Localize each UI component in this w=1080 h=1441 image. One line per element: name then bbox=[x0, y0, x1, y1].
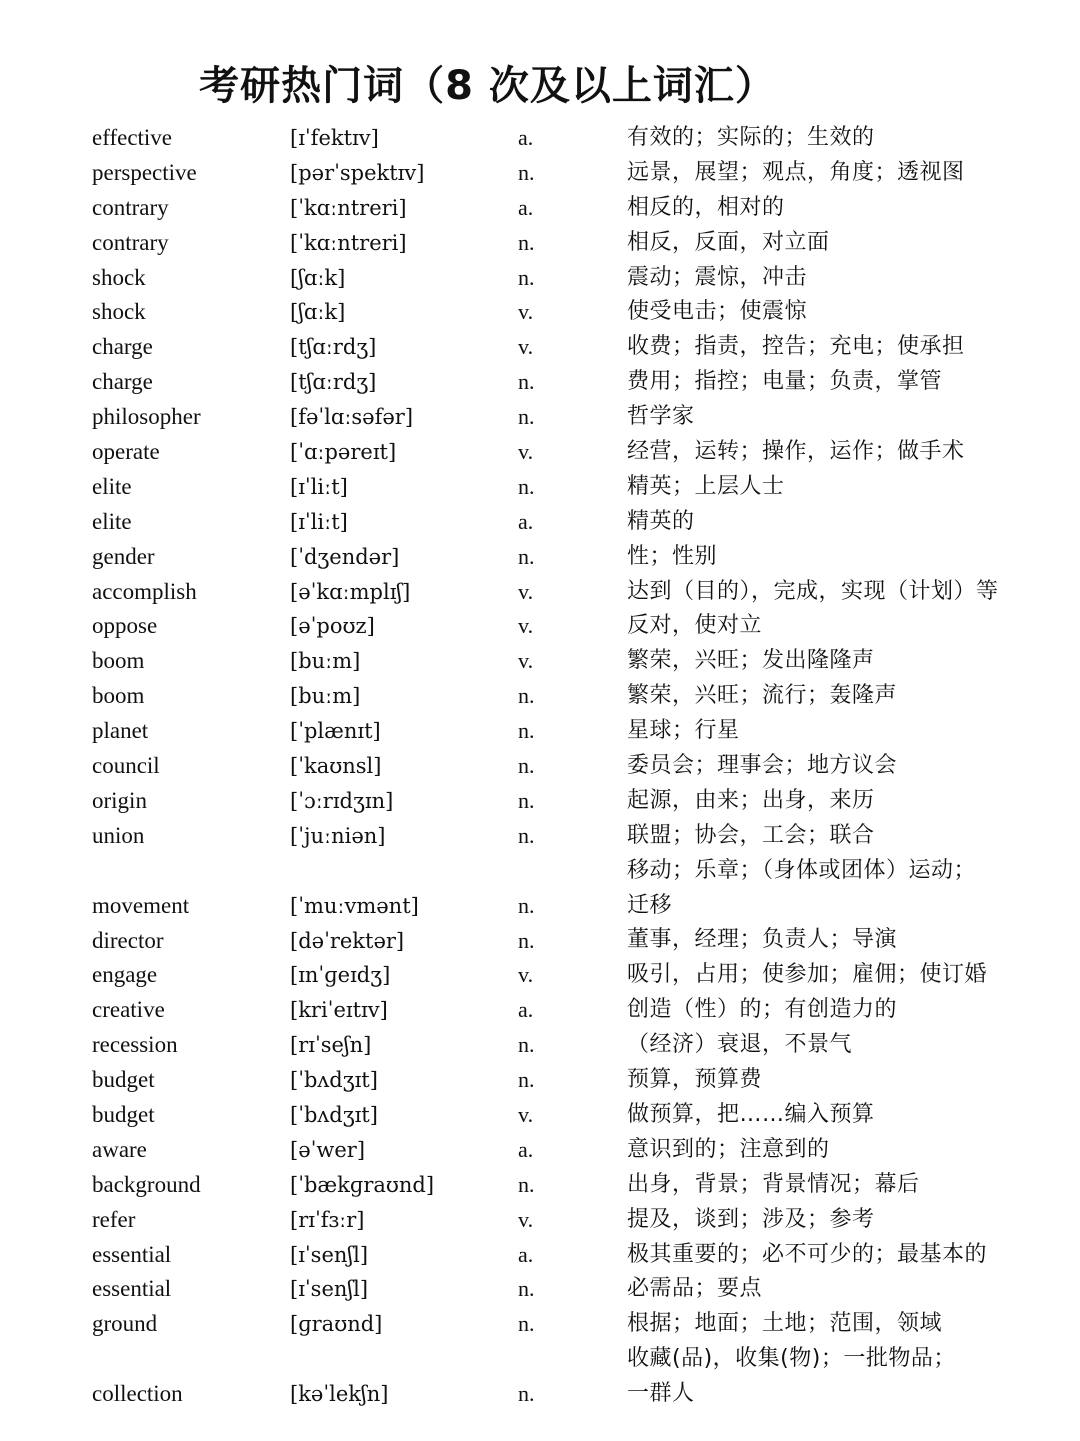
vocab-phonetic: [tʃɑːrdʒ] bbox=[290, 370, 377, 395]
vocab-part-of-speech: n. bbox=[518, 404, 535, 430]
vocab-meaning bbox=[627, 784, 1067, 819]
vocab-meaning bbox=[627, 540, 1067, 575]
vocab-phonetic: [ˈjuːniən] bbox=[290, 823, 386, 848]
vocab-meaning-line: 远景，展望；观点，角度；透视图 bbox=[627, 159, 965, 185]
vocab-word: boom bbox=[92, 648, 145, 674]
vocab-phonetic: [ɪˈliːt] bbox=[290, 509, 348, 534]
vocab-row bbox=[0, 679, 1080, 714]
vocab-meaning-line: 相反，反面，对立面 bbox=[627, 229, 830, 255]
vocab-phonetic: [əˈwer] bbox=[290, 1137, 366, 1162]
vocab-meaning bbox=[627, 575, 1067, 610]
vocab-meaning bbox=[627, 714, 1067, 749]
vocab-meaning-line: 费用；指控；电量；负责，掌管 bbox=[627, 369, 943, 395]
vocab-meaning-line: 意识到的；注意到的 bbox=[627, 1136, 830, 1162]
vocab-word: elite bbox=[92, 473, 132, 499]
vocab-row bbox=[0, 609, 1080, 644]
vocab-row bbox=[0, 644, 1080, 679]
vocab-meaning bbox=[627, 854, 1067, 924]
vocab-meaning-line: 达到（目的），完成，实现（计划）等 bbox=[627, 578, 999, 604]
vocab-phonetic: [ˈplænɪt] bbox=[290, 719, 381, 744]
vocab-word: effective bbox=[92, 125, 173, 150]
vocab-meaning-line: 联盟；协会，工会；联合 bbox=[627, 822, 875, 848]
vocab-word: engage bbox=[92, 962, 158, 988]
vocab-part-of-speech: v. bbox=[518, 439, 534, 465]
vocab-phonetic: [tʃɑːrdʒ] bbox=[290, 335, 377, 360]
vocab-part-of-speech: n. bbox=[518, 1311, 535, 1337]
vocab-phonetic: [rɪˈseʃn] bbox=[290, 1033, 372, 1058]
vocab-word: accomplish bbox=[92, 578, 197, 604]
vocab-row bbox=[0, 1028, 1080, 1063]
vocab-phonetic: [dəˈrektər] bbox=[290, 928, 405, 953]
vocab-meaning bbox=[627, 993, 1067, 1028]
vocab-part-of-speech: n. bbox=[518, 718, 535, 744]
vocab-phonetic: [ˈdʒendər] bbox=[290, 544, 400, 569]
vocab-meaning bbox=[627, 609, 1067, 644]
vocab-word: essential bbox=[92, 1276, 172, 1302]
vocab-phonetic: [ɪˈsenʃl] bbox=[290, 1242, 369, 1267]
vocab-row bbox=[0, 1168, 1080, 1203]
vocab-meaning-line: 迁移 bbox=[627, 892, 673, 918]
vocab-word: contrary bbox=[92, 229, 169, 255]
vocab-word: creative bbox=[92, 997, 165, 1023]
vocab-word: shock bbox=[92, 299, 146, 325]
vocab-row bbox=[0, 1063, 1080, 1098]
vocab-word: boom bbox=[92, 683, 145, 709]
vocab-part-of-speech: n. bbox=[518, 264, 535, 290]
vocab-meaning-line: 繁荣，兴旺；流行；轰隆声 bbox=[627, 683, 898, 709]
vocab-meaning-line: 使受电击；使震惊 bbox=[627, 299, 808, 325]
vocab-phonetic: [ˈkɑːntreri] bbox=[290, 195, 407, 220]
page-title: 考研热门词（8 次及以上词汇） bbox=[199, 63, 776, 109]
vocab-meaning bbox=[627, 1063, 1067, 1098]
vocab-meaning-line: 反对，使对立 bbox=[627, 613, 763, 639]
vocab-word: director bbox=[92, 927, 164, 953]
vocab-row bbox=[0, 1238, 1080, 1273]
vocab-meaning-line: 经营，运转；操作，运作；做手术 bbox=[627, 439, 965, 464]
vocab-meaning-line: 根据；地面；土地；范围，领域 bbox=[627, 1311, 943, 1337]
vocab-phonetic: [ʃɑːk] bbox=[290, 300, 346, 325]
vocab-row bbox=[0, 121, 1080, 156]
vocab-word: philosopher bbox=[92, 404, 201, 430]
vocab-meaning-line: 有效的；实际的；生效的 bbox=[627, 124, 875, 150]
vocab-word: recession bbox=[92, 1032, 178, 1058]
vocab-phonetic: [rɪˈfɜːr] bbox=[290, 1207, 365, 1232]
vocab-part-of-speech: a. bbox=[518, 508, 534, 534]
vocab-row bbox=[0, 854, 1080, 924]
vocab-word: aware bbox=[92, 1136, 147, 1162]
vocab-word: planet bbox=[92, 718, 149, 744]
vocab-meaning bbox=[627, 1307, 1067, 1342]
vocab-word: council bbox=[92, 753, 160, 779]
vocab-meaning-line: 委员会；理事会；地方议会 bbox=[627, 753, 898, 779]
vocab-meaning bbox=[627, 191, 1067, 226]
vocab-meaning-line: 精英的 bbox=[627, 508, 695, 534]
vocab-meaning bbox=[627, 958, 1067, 993]
vocab-row bbox=[0, 365, 1080, 400]
vocab-part-of-speech: v. bbox=[518, 334, 534, 360]
vocab-word: collection bbox=[92, 1381, 183, 1407]
vocab-phonetic: [ˈkaʊnsl] bbox=[290, 754, 382, 779]
vocab-meaning-line: 收藏(品)，收集(物)；一批物品； bbox=[627, 1346, 956, 1372]
vocab-word: essential bbox=[92, 1241, 172, 1267]
vocab-row bbox=[0, 156, 1080, 191]
vocab-phonetic: [ɪˈliːt] bbox=[290, 474, 348, 499]
vocab-meaning bbox=[627, 400, 1067, 435]
vocab-word: budget bbox=[92, 1101, 155, 1127]
vocab-part-of-speech: a. bbox=[518, 1136, 534, 1162]
vocab-part-of-speech: n. bbox=[518, 753, 535, 779]
vocab-meaning-line: 预算，预算费 bbox=[627, 1067, 763, 1093]
vocab-meaning-line: 相反的，相对的 bbox=[627, 194, 785, 220]
vocab-word: background bbox=[92, 1171, 201, 1197]
vocab-meaning bbox=[627, 261, 1067, 296]
vocab-row bbox=[0, 400, 1080, 435]
vocab-row bbox=[0, 540, 1080, 575]
vocab-meaning-line: 吸引，占用；使参加；雇佣；使订婚 bbox=[627, 962, 988, 988]
vocab-part-of-speech: n. bbox=[518, 787, 535, 813]
vocab-meaning-line: 哲学家 bbox=[627, 404, 695, 430]
vocab-phonetic: [fəˈlɑːsəfər] bbox=[290, 405, 414, 430]
vocab-part-of-speech: v. bbox=[518, 962, 534, 988]
vocab-row bbox=[0, 191, 1080, 226]
vocab-meaning-line: 做预算，把……编入预算 bbox=[627, 1101, 875, 1127]
vocab-meaning-line: 提及，谈到；涉及；参考 bbox=[627, 1206, 875, 1232]
vocab-word: contrary bbox=[92, 194, 169, 220]
vocab-row bbox=[0, 993, 1080, 1028]
vocab-meaning bbox=[627, 365, 1067, 400]
vocab-part-of-speech: n. bbox=[518, 892, 535, 918]
vocab-part-of-speech: n. bbox=[518, 822, 535, 848]
vocab-phonetic: [ˈbʌdʒɪt] bbox=[290, 1068, 378, 1093]
vocab-part-of-speech: n. bbox=[518, 369, 535, 395]
vocab-row bbox=[0, 1098, 1080, 1133]
vocab-meaning bbox=[627, 1238, 1067, 1273]
vocab-part-of-speech: n. bbox=[518, 473, 535, 499]
vocab-meaning-line: 移动；乐章；（身体或团体）运动； bbox=[627, 857, 977, 883]
vocab-row bbox=[0, 1342, 1080, 1412]
vocab-meaning bbox=[627, 749, 1067, 784]
vocab-meaning-line: 精英；上层人士 bbox=[627, 473, 785, 499]
vocab-phonetic: [əˈpoʊz] bbox=[290, 614, 375, 639]
vocab-part-of-speech: n. bbox=[518, 683, 535, 709]
vocab-meaning-line: 收费；指责，控告；充电；使承担 bbox=[627, 334, 965, 360]
vocab-row bbox=[0, 1203, 1080, 1238]
vocab-part-of-speech: a. bbox=[518, 194, 534, 220]
vocab-word: refer bbox=[92, 1206, 136, 1232]
vocab-meaning bbox=[627, 330, 1067, 365]
vocab-part-of-speech: a. bbox=[518, 1241, 534, 1267]
vocab-row bbox=[0, 1272, 1080, 1307]
vocab-part-of-speech: v. bbox=[518, 299, 534, 325]
vocab-row bbox=[0, 784, 1080, 819]
vocab-word: oppose bbox=[92, 613, 158, 639]
vocab-part-of-speech: v. bbox=[518, 578, 534, 604]
vocab-meaning-line: 出身，背景；背景情况；幕后 bbox=[627, 1171, 920, 1197]
vocab-word: origin bbox=[92, 787, 147, 813]
vocab-phonetic: [ˈɑːpəreɪt] bbox=[290, 440, 397, 465]
vocab-meaning bbox=[627, 505, 1067, 540]
vocab-row bbox=[0, 226, 1080, 261]
vocab-meaning-line: 性；性别 bbox=[627, 543, 718, 569]
vocab-part-of-speech: n. bbox=[518, 543, 535, 569]
vocab-row bbox=[0, 435, 1080, 470]
vocab-meaning-line: 起源，由来；出身，来历 bbox=[627, 787, 875, 813]
vocab-word: charge bbox=[92, 334, 153, 360]
vocab-row bbox=[0, 1133, 1080, 1168]
vocab-part-of-speech: a. bbox=[518, 125, 534, 150]
vocab-meaning bbox=[627, 819, 1067, 854]
vocab-word: union bbox=[92, 822, 145, 848]
vocab-meaning-line: 必需品；要点 bbox=[627, 1276, 763, 1302]
vocab-part-of-speech: v. bbox=[518, 648, 534, 674]
vocab-row bbox=[0, 819, 1080, 854]
vocab-meaning bbox=[627, 295, 1067, 330]
vocab-part-of-speech: v. bbox=[518, 613, 534, 639]
vocab-row bbox=[0, 470, 1080, 505]
vocab-meaning bbox=[627, 1168, 1067, 1203]
vocab-word: elite bbox=[92, 508, 132, 534]
vocab-phonetic: [ˈkɑːntreri] bbox=[290, 230, 407, 255]
vocab-meaning-line: （经济）衰退，不景气 bbox=[627, 1032, 853, 1058]
vocab-meaning bbox=[627, 121, 1067, 156]
vocab-meaning bbox=[627, 1203, 1067, 1238]
vocab-meaning bbox=[627, 470, 1067, 505]
vocab-row bbox=[0, 924, 1080, 959]
vocab-word: operate bbox=[92, 439, 160, 465]
vocab-row bbox=[0, 505, 1080, 540]
vocab-list bbox=[0, 121, 1080, 1412]
vocab-meaning bbox=[627, 1098, 1067, 1133]
vocab-phonetic: [kriˈeɪtɪv] bbox=[290, 998, 388, 1023]
vocab-meaning bbox=[627, 644, 1067, 679]
vocab-row bbox=[0, 1307, 1080, 1342]
vocab-row bbox=[0, 749, 1080, 784]
vocab-phonetic: [ɪˈsenʃl] bbox=[290, 1277, 369, 1302]
vocab-phonetic: [ʃɑːk] bbox=[290, 265, 346, 290]
vocab-meaning bbox=[627, 1133, 1067, 1168]
vocab-part-of-speech: n. bbox=[518, 1276, 535, 1302]
vocab-part-of-speech: n. bbox=[518, 159, 535, 185]
vocab-word: perspective bbox=[92, 159, 197, 185]
vocab-meaning bbox=[627, 1028, 1067, 1063]
vocab-part-of-speech: n. bbox=[518, 1381, 535, 1407]
vocab-row bbox=[0, 575, 1080, 610]
vocab-phonetic: [ˈɔːrɪdʒɪn] bbox=[290, 788, 394, 813]
vocab-meaning-line: 星球；行星 bbox=[627, 718, 740, 744]
vocab-phonetic: [ɡraʊnd] bbox=[290, 1312, 383, 1337]
vocab-meaning-line: 极其重要的；必不可少的；最基本的 bbox=[627, 1241, 988, 1267]
vocab-word: shock bbox=[92, 264, 146, 290]
vocab-row bbox=[0, 261, 1080, 296]
vocab-part-of-speech: n. bbox=[518, 1032, 535, 1058]
vocab-meaning bbox=[627, 226, 1067, 261]
vocab-phonetic: [ɪˈfektɪv] bbox=[290, 126, 379, 150]
vocab-row bbox=[0, 330, 1080, 365]
vocab-word: budget bbox=[92, 1067, 155, 1093]
vocab-phonetic: [ˈmuːvmənt] bbox=[290, 893, 419, 918]
vocab-meaning bbox=[627, 156, 1067, 191]
vocab-word: gender bbox=[92, 543, 155, 569]
vocab-meaning-line: 繁荣，兴旺；发出隆隆声 bbox=[627, 648, 875, 674]
vocab-word: charge bbox=[92, 369, 153, 395]
vocab-part-of-speech: n. bbox=[518, 229, 535, 255]
vocab-row bbox=[0, 714, 1080, 749]
vocab-meaning bbox=[627, 1342, 1067, 1412]
vocab-phonetic: [əˈkɑːmplɪʃ] bbox=[290, 579, 411, 604]
vocab-meaning-line: 创造（性）的；有创造力的 bbox=[627, 997, 898, 1023]
vocab-part-of-speech: v. bbox=[518, 1101, 534, 1127]
vocab-phonetic: [pərˈspektɪv] bbox=[290, 160, 425, 185]
vocab-phonetic: [ˈbækɡraʊnd] bbox=[290, 1172, 435, 1197]
vocab-phonetic: [ɪnˈɡeɪdʒ] bbox=[290, 963, 391, 988]
vocab-word: movement bbox=[92, 892, 190, 918]
vocab-part-of-speech: v. bbox=[518, 1206, 534, 1232]
vocab-meaning bbox=[627, 1272, 1067, 1307]
vocab-phonetic: [ˈbʌdʒɪt] bbox=[290, 1102, 378, 1127]
vocab-row bbox=[0, 295, 1080, 330]
vocab-part-of-speech: a. bbox=[518, 997, 534, 1023]
vocab-phonetic: [buːm] bbox=[290, 684, 361, 709]
vocab-part-of-speech: n. bbox=[518, 1171, 535, 1197]
vocab-phonetic: [buːm] bbox=[290, 649, 361, 674]
vocab-meaning-line: 一群人 bbox=[627, 1381, 695, 1407]
vocab-meaning bbox=[627, 435, 1067, 470]
vocab-meaning bbox=[627, 923, 1067, 958]
vocab-phonetic: [kəˈlekʃn] bbox=[290, 1382, 389, 1407]
vocab-meaning-line: 董事，经理；负责人；导演 bbox=[627, 927, 898, 953]
vocab-row bbox=[0, 958, 1080, 993]
vocab-part-of-speech: n. bbox=[518, 927, 535, 953]
vocab-meaning-line: 震动；震惊，冲击 bbox=[627, 264, 808, 290]
vocab-meaning bbox=[627, 679, 1067, 714]
vocab-part-of-speech: n. bbox=[518, 1067, 535, 1093]
vocab-word: ground bbox=[92, 1311, 158, 1337]
